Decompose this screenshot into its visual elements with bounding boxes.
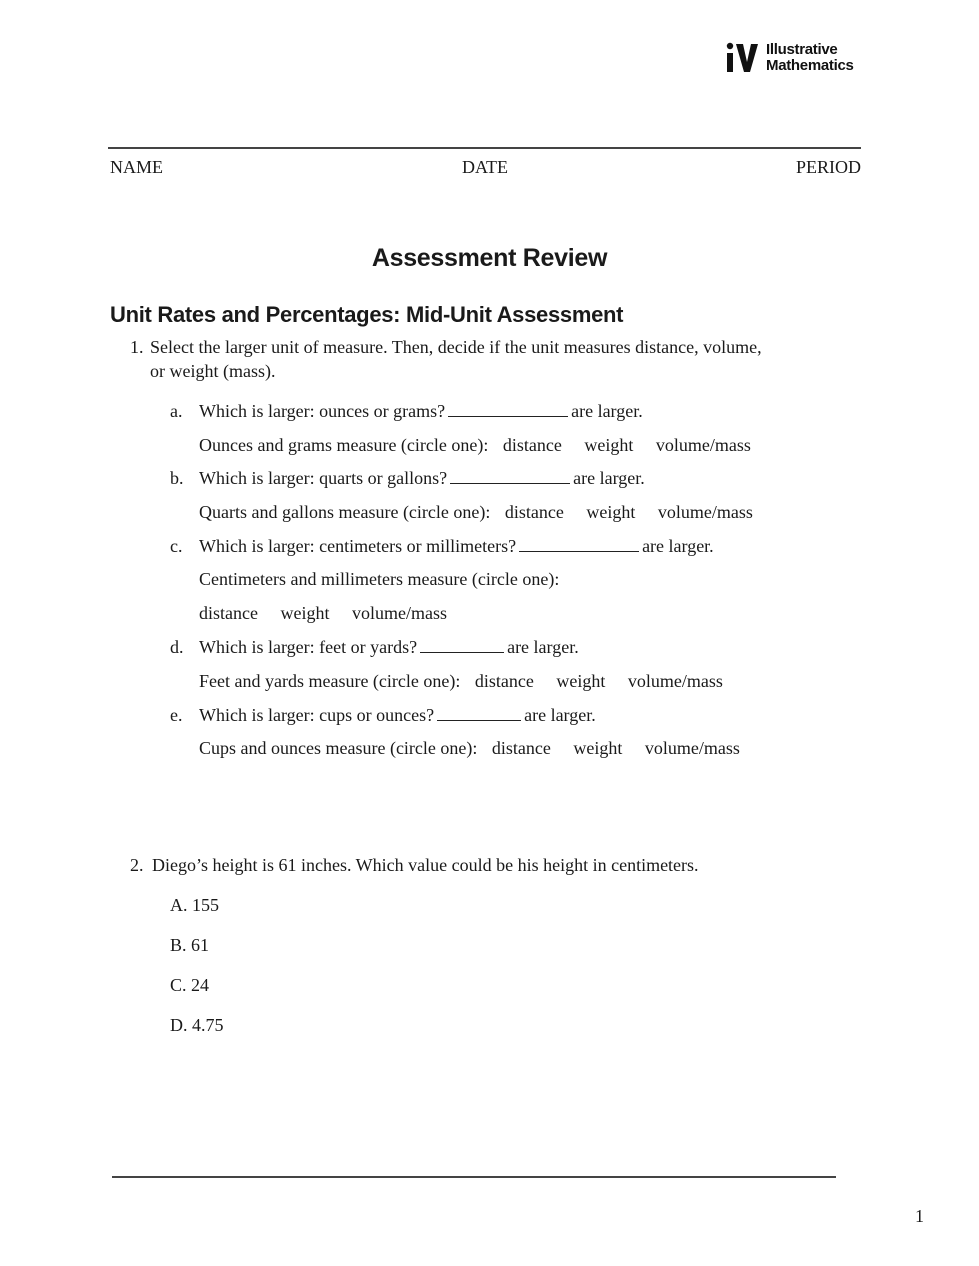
q1d-suffix: are larger.: [507, 637, 579, 657]
q1e-option-weight[interactable]: weight: [573, 738, 623, 758]
q1b-option-weight[interactable]: weight: [586, 502, 636, 522]
q1d-measure-prompt: Feet and yards measure (circle one):: [199, 671, 461, 691]
footer-rule: [112, 1176, 836, 1178]
q1d-question-line: [199, 636, 579, 658]
q1a-letter: a.: [170, 401, 183, 421]
q1c-question-line: [199, 535, 714, 557]
q1b-suffix: are larger.: [573, 468, 645, 488]
q1-number: 1.: [130, 337, 144, 357]
q1b-measure-line: [199, 501, 753, 523]
q1e-option-volume-mass[interactable]: volume/mass: [644, 738, 740, 758]
q1b-question: Which is larger: quarts or gallons?: [199, 468, 448, 488]
q1b-option-volume-mass[interactable]: volume/mass: [657, 502, 753, 522]
q1b-letter: b.: [170, 468, 184, 488]
q1e-letter: e.: [170, 705, 183, 725]
q1a-option-distance[interactable]: distance: [502, 435, 562, 455]
q1c-option-weight[interactable]: weight: [280, 603, 330, 623]
q1a-measure-line: [199, 434, 751, 456]
q2-choice-b[interactable]: B. 61: [170, 935, 210, 955]
q1-prompt-line2: or weight (mass).: [150, 361, 276, 381]
q2-number: 2.: [130, 855, 144, 875]
logo-wordmark: [766, 42, 854, 74]
logo-line1: Illustrative: [766, 41, 838, 58]
q1d-measure-line: [199, 670, 723, 692]
illustrative-mathematics-logo: [724, 40, 874, 76]
q1b-question-line: [199, 467, 645, 489]
q1c-measure-prompt: Centimeters and millimeters measure (circle one):: [199, 569, 560, 589]
q1e-option-distance[interactable]: distance: [491, 738, 551, 758]
q1e-question-line: [199, 704, 596, 726]
q1e-answer-blank[interactable]: [437, 704, 521, 721]
q1a-option-volume-mass[interactable]: volume/mass: [655, 435, 751, 455]
q1-prompt-line1: Select the larger unit of measure. Then, decide if the unit measures distance, volume,: [150, 337, 762, 357]
q1b-option-distance[interactable]: distance: [504, 502, 564, 522]
section-title: Unit Rates and Percentages: Mid-Unit Assessment: [110, 302, 624, 327]
q1b-measure-prompt: Quarts and gallons measure (circle one):: [199, 502, 491, 522]
q1c-answer-blank[interactable]: [519, 535, 639, 552]
q1c-option-distance[interactable]: distance: [199, 603, 258, 623]
logo-line2: Mathematics: [766, 57, 854, 74]
q1a-question-line: [199, 400, 643, 422]
q2-prompt: Diego’s height is 61 inches. Which value could be his height in centimeters.: [152, 855, 699, 875]
q2-choice-c[interactable]: C. 24: [170, 975, 210, 995]
q1a-answer-blank[interactable]: [448, 400, 568, 417]
q1e-measure-prompt: Cups and ounces measure (circle one):: [199, 738, 478, 758]
q1d-option-distance[interactable]: distance: [474, 671, 534, 691]
q1d-option-weight[interactable]: weight: [556, 671, 606, 691]
date-label: DATE: [462, 157, 508, 177]
q1a-suffix: are larger.: [571, 401, 643, 421]
period-label: PERIOD: [795, 157, 861, 177]
q1b-answer-blank[interactable]: [450, 467, 570, 484]
q1e-measure-line: [199, 737, 740, 759]
name-label: NAME: [110, 157, 163, 177]
q2-choice-a[interactable]: A. 155: [170, 895, 219, 915]
page-title: Assessment Review: [371, 244, 608, 272]
header-rule: [108, 147, 861, 149]
q1e-suffix: are larger.: [524, 705, 596, 725]
q1c-option-volume-mass[interactable]: volume/mass: [351, 603, 447, 623]
q1d-option-volume-mass[interactable]: volume/mass: [627, 671, 723, 691]
q1c-suffix: are larger.: [642, 536, 714, 556]
q1a-measure-prompt: Ounces and grams measure (circle one):: [199, 435, 489, 455]
im-logo-icon: [724, 40, 760, 76]
q1a-option-weight[interactable]: weight: [584, 435, 634, 455]
q1c-question: Which is larger: centimeters or millimeters?: [199, 536, 517, 556]
q1c-measure-options: [199, 602, 447, 624]
q1d-letter: d.: [170, 637, 184, 657]
q1c-letter: c.: [170, 536, 183, 556]
q1d-question: Which is larger: feet or yards?: [199, 637, 418, 657]
q1e-question: Which is larger: cups or ounces?: [199, 705, 435, 725]
q1a-question: Which is larger: ounces or grams?: [199, 401, 446, 421]
page-number: 1: [915, 1206, 924, 1226]
q2-choice-d[interactable]: D. 4.75: [170, 1015, 224, 1035]
q1d-answer-blank[interactable]: [420, 636, 504, 653]
